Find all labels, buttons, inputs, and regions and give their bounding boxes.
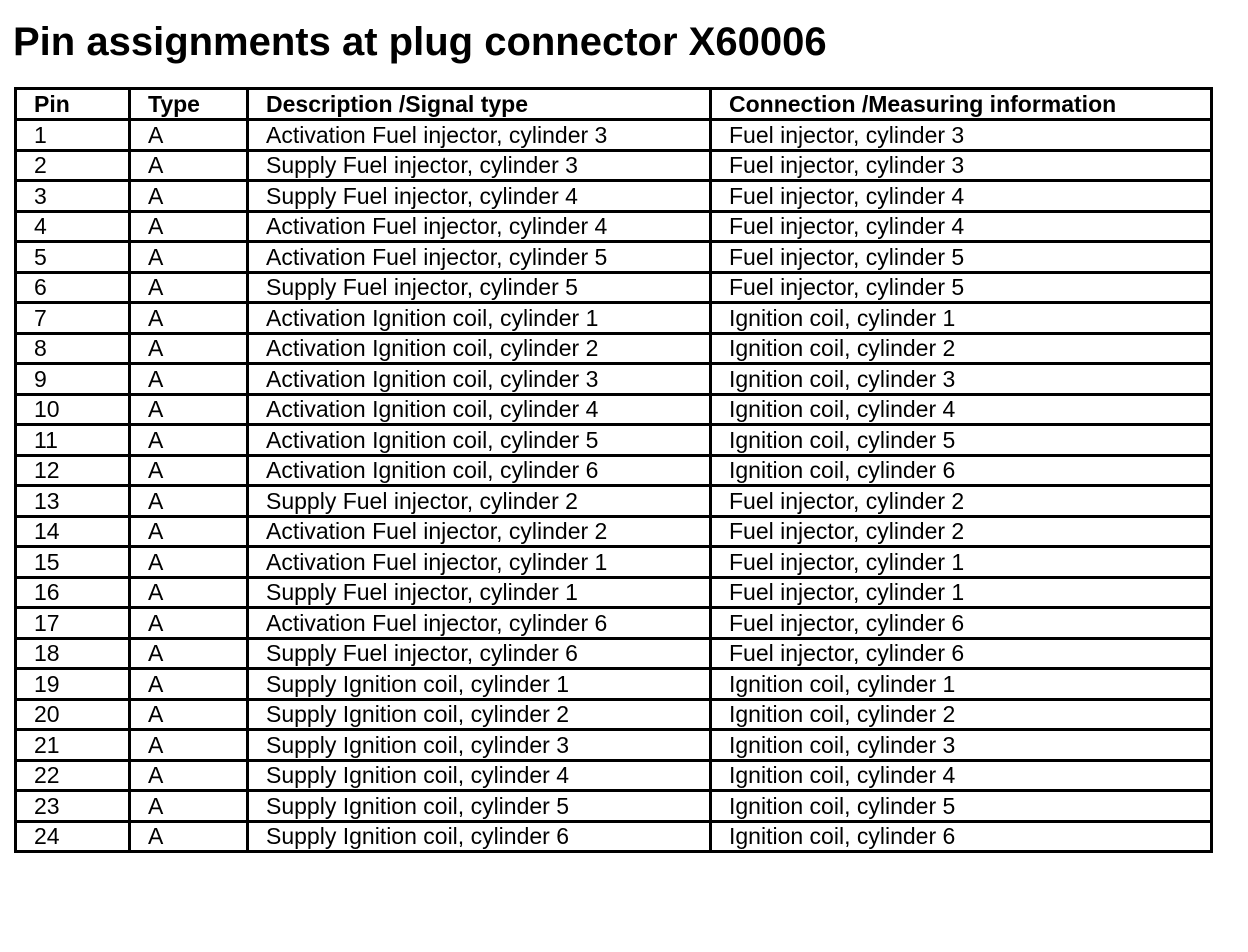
table-row	[16, 211, 1212, 242]
cell-pin: 16	[16, 577, 130, 608]
cell-type: A	[130, 669, 248, 700]
table-row	[16, 181, 1212, 212]
table-row	[16, 486, 1212, 517]
cell-connection: Fuel injector, cylinder 4	[711, 211, 1212, 242]
cell-type: A	[130, 760, 248, 791]
cell-type: A	[130, 364, 248, 395]
cell-connection: Ignition coil, cylinder 1	[711, 303, 1212, 334]
cell-type: A	[130, 730, 248, 761]
table-header-row	[16, 89, 1212, 120]
cell-pin: 11	[16, 425, 130, 456]
cell-type: A	[130, 516, 248, 547]
cell-pin: 8	[16, 333, 130, 364]
cell-connection: Ignition coil, cylinder 6	[711, 455, 1212, 486]
cell-description: Activation Fuel injector, cylinder 3	[248, 120, 711, 151]
cell-type: A	[130, 791, 248, 822]
cell-type: A	[130, 699, 248, 730]
cell-connection: Fuel injector, cylinder 5	[711, 242, 1212, 273]
cell-pin: 10	[16, 394, 130, 425]
header-description: Description /Signal type	[248, 89, 711, 120]
cell-connection: Fuel injector, cylinder 1	[711, 547, 1212, 578]
cell-pin: 3	[16, 181, 130, 212]
table-body	[16, 120, 1212, 852]
table-row	[16, 364, 1212, 395]
cell-description: Activation Fuel injector, cylinder 4	[248, 211, 711, 242]
table-row	[16, 760, 1212, 791]
cell-type: A	[130, 150, 248, 181]
table-row	[16, 547, 1212, 578]
cell-pin: 12	[16, 455, 130, 486]
cell-type: A	[130, 608, 248, 639]
cell-pin: 21	[16, 730, 130, 761]
table-row	[16, 272, 1212, 303]
cell-connection: Ignition coil, cylinder 1	[711, 669, 1212, 700]
pin-assignment-table	[14, 87, 1213, 853]
cell-type: A	[130, 455, 248, 486]
cell-pin: 6	[16, 272, 130, 303]
cell-description: Activation Ignition coil, cylinder 3	[248, 364, 711, 395]
cell-pin: 17	[16, 608, 130, 639]
cell-description: Supply Fuel injector, cylinder 4	[248, 181, 711, 212]
cell-type: A	[130, 638, 248, 669]
cell-connection: Fuel injector, cylinder 2	[711, 516, 1212, 547]
cell-type: A	[130, 425, 248, 456]
cell-description: Activation Ignition coil, cylinder 4	[248, 394, 711, 425]
cell-connection: Ignition coil, cylinder 4	[711, 394, 1212, 425]
cell-description: Supply Ignition coil, cylinder 2	[248, 699, 711, 730]
cell-connection: Fuel injector, cylinder 3	[711, 120, 1212, 151]
cell-pin: 20	[16, 699, 130, 730]
cell-description: Activation Fuel injector, cylinder 1	[248, 547, 711, 578]
cell-connection: Ignition coil, cylinder 6	[711, 821, 1212, 852]
cell-type: A	[130, 486, 248, 517]
cell-description: Supply Ignition coil, cylinder 3	[248, 730, 711, 761]
cell-type: A	[130, 547, 248, 578]
cell-type: A	[130, 120, 248, 151]
cell-description: Supply Fuel injector, cylinder 2	[248, 486, 711, 517]
table-row	[16, 425, 1212, 456]
table-row	[16, 730, 1212, 761]
cell-description: Supply Fuel injector, cylinder 5	[248, 272, 711, 303]
cell-description: Activation Ignition coil, cylinder 5	[248, 425, 711, 456]
cell-type: A	[130, 821, 248, 852]
table-row	[16, 394, 1212, 425]
cell-connection: Ignition coil, cylinder 5	[711, 425, 1212, 456]
cell-type: A	[130, 181, 248, 212]
table-row	[16, 699, 1212, 730]
cell-description: Supply Ignition coil, cylinder 5	[248, 791, 711, 822]
cell-connection: Fuel injector, cylinder 5	[711, 272, 1212, 303]
table-row	[16, 242, 1212, 273]
table-row	[16, 516, 1212, 547]
cell-pin: 13	[16, 486, 130, 517]
cell-description: Activation Fuel injector, cylinder 2	[248, 516, 711, 547]
cell-connection: Ignition coil, cylinder 2	[711, 333, 1212, 364]
table-row	[16, 669, 1212, 700]
cell-pin: 7	[16, 303, 130, 334]
cell-connection: Fuel injector, cylinder 4	[711, 181, 1212, 212]
cell-pin: 9	[16, 364, 130, 395]
cell-description: Supply Fuel injector, cylinder 6	[248, 638, 711, 669]
cell-description: Supply Fuel injector, cylinder 3	[248, 150, 711, 181]
cell-pin: 2	[16, 150, 130, 181]
page-title: Pin assignments at plug connector X60006	[13, 20, 827, 64]
cell-connection: Fuel injector, cylinder 1	[711, 577, 1212, 608]
table-row	[16, 455, 1212, 486]
cell-pin: 14	[16, 516, 130, 547]
cell-connection: Ignition coil, cylinder 3	[711, 364, 1212, 395]
cell-description: Supply Ignition coil, cylinder 6	[248, 821, 711, 852]
cell-connection: Ignition coil, cylinder 4	[711, 760, 1212, 791]
table-row	[16, 791, 1212, 822]
cell-type: A	[130, 211, 248, 242]
cell-connection: Fuel injector, cylinder 6	[711, 608, 1212, 639]
cell-type: A	[130, 577, 248, 608]
header-connection: Connection /Measuring information	[711, 89, 1212, 120]
cell-connection: Ignition coil, cylinder 3	[711, 730, 1212, 761]
header-pin: Pin	[16, 89, 130, 120]
table-row	[16, 821, 1212, 852]
table-row	[16, 333, 1212, 364]
cell-connection: Ignition coil, cylinder 5	[711, 791, 1212, 822]
cell-connection: Fuel injector, cylinder 2	[711, 486, 1212, 517]
table-row	[16, 303, 1212, 334]
cell-description: Activation Fuel injector, cylinder 6	[248, 608, 711, 639]
cell-type: A	[130, 303, 248, 334]
cell-pin: 5	[16, 242, 130, 273]
cell-type: A	[130, 272, 248, 303]
table-row	[16, 150, 1212, 181]
cell-pin: 19	[16, 669, 130, 700]
header-type: Type	[130, 89, 248, 120]
cell-pin: 22	[16, 760, 130, 791]
cell-description: Supply Ignition coil, cylinder 4	[248, 760, 711, 791]
cell-description: Activation Ignition coil, cylinder 2	[248, 333, 711, 364]
table-row	[16, 608, 1212, 639]
cell-description: Activation Fuel injector, cylinder 5	[248, 242, 711, 273]
cell-connection: Ignition coil, cylinder 2	[711, 699, 1212, 730]
table-row	[16, 638, 1212, 669]
cell-connection: Fuel injector, cylinder 6	[711, 638, 1212, 669]
cell-type: A	[130, 242, 248, 273]
cell-pin: 15	[16, 547, 130, 578]
cell-description: Activation Ignition coil, cylinder 1	[248, 303, 711, 334]
table-row	[16, 120, 1212, 151]
cell-description: Supply Fuel injector, cylinder 1	[248, 577, 711, 608]
cell-type: A	[130, 394, 248, 425]
cell-type: A	[130, 333, 248, 364]
cell-pin: 18	[16, 638, 130, 669]
cell-description: Supply Ignition coil, cylinder 1	[248, 669, 711, 700]
cell-pin: 1	[16, 120, 130, 151]
cell-pin: 24	[16, 821, 130, 852]
cell-pin: 4	[16, 211, 130, 242]
table-row	[16, 577, 1212, 608]
cell-pin: 23	[16, 791, 130, 822]
cell-connection: Fuel injector, cylinder 3	[711, 150, 1212, 181]
cell-description: Activation Ignition coil, cylinder 6	[248, 455, 711, 486]
